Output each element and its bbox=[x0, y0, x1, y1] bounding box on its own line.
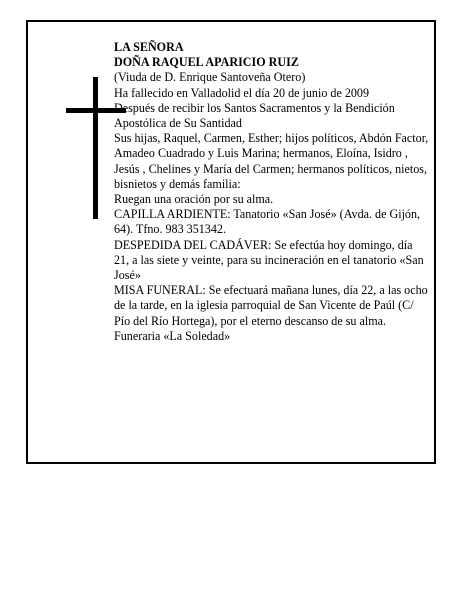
prayer-line: Ruegan una oración por su alma. bbox=[114, 192, 274, 207]
death-line: Ha fallecido en Valladolid el día 20 de junio de 2009 bbox=[114, 85, 370, 100]
family-paragraph: Sus hijas, Raquel, Carmen, Esther; hijos políticos, Abdón Factor, Amadeo Cuadrado y Luis Marina; hermanos, Eloína, Isidro , Jesús , Chelines y María del Carmen; hermanos políticos, nietos, bisnietos y demás familia: bbox=[114, 131, 429, 191]
obituary-text bbox=[114, 40, 430, 344]
farewell-paragraph: DESPEDIDA DEL CADÁVER: Se efectúa hoy domingo, día 21, a las siete y veinte, para su incineración en el tanatorio «San José» bbox=[114, 237, 424, 283]
mass-paragraph: MISA FUNERAL: Se efectuará mañana lunes, día 22, a las ocho de la tarde, en la iglesia parroquial de San Vicente de Paúl (C/ Pío del Río Hortega), por el eterno descanso de su alma. bbox=[114, 283, 428, 328]
notice-title: LA SEÑORA bbox=[114, 40, 184, 54]
funeral-home-line: Funeraria «La Soledad» bbox=[114, 328, 231, 343]
sacraments-line: Después de recibir los Santos Sacramentos y la Bendición Apostólica de Su Santidad bbox=[114, 100, 395, 131]
cross-icon bbox=[93, 77, 98, 219]
chapel-paragraph: CAPILLA ARDIENTE: Tanatorio «San José» (Avda. de Gijón, 64). Tfno. 983 351342. bbox=[114, 207, 421, 237]
deceased-name: DOÑA RAQUEL APARICIO RUIZ bbox=[114, 55, 299, 70]
widow-line: (Viuda de D. Enrique Santoveña Otero) bbox=[114, 70, 306, 85]
